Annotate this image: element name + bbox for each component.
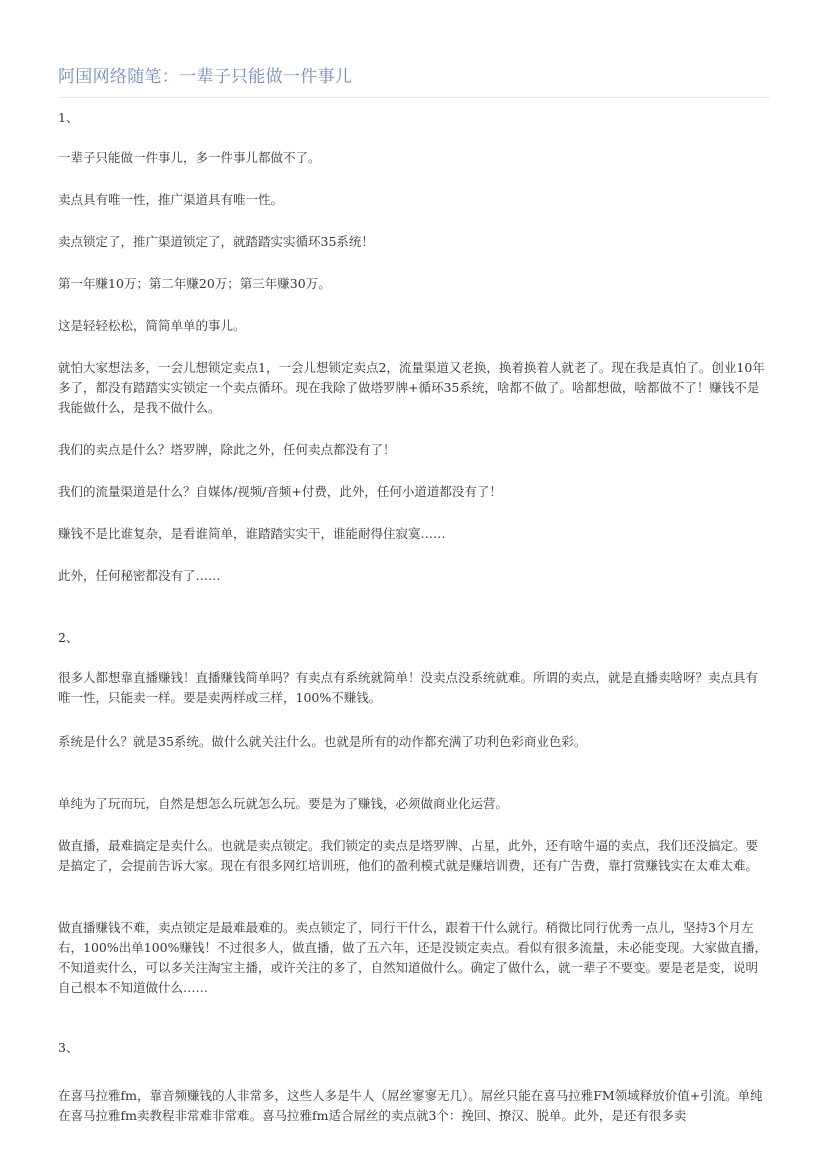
section-number: 2、 xyxy=(58,630,79,645)
article-title: 阿国网络随笔：一辈子只能做一件事儿 xyxy=(58,67,353,87)
paragraph: 我们的卖点是什么？塔罗牌，除此之外，任何卖点都没有了！ xyxy=(58,442,396,457)
paragraph: 就怕大家想法多，一会儿想锁定卖点1，一会儿想锁定卖点2，流量渠道又老换，换着换着人就老了。现在我是真怕了。创业10年多了，都没有踏踏实实锁定一个卖点循环。现在我除了做塔罗牌+循环35系统，啥都不做了。啥都想做，啥都做不了！赚钱不是我能做什么，是我不做什么。 xyxy=(58,360,765,415)
paragraph: 我们的流量渠道是什么？自媒体/视频/音频+付费，此外，任何小道道都没有了！ xyxy=(58,484,502,499)
document-page xyxy=(58,0,770,1123)
paragraph: 这是轻轻松松，简简单单的事儿。 xyxy=(58,318,246,333)
paragraph: 一辈子只能做一件事儿，多一件事儿都做不了。 xyxy=(58,150,321,165)
paragraph: 卖点具有唯一性，推广渠道具有唯一性。 xyxy=(58,192,284,207)
paragraph: 第一年赚10万；第二年赚20万；第三年赚30万。 xyxy=(58,276,331,291)
paragraph: 很多人都想靠直播赚钱！直播赚钱简单吗？有卖点有系统就简单！没卖点没系统就难。所谓的卖点，就是直播卖啥呀？卖点具有唯一性，只能卖一样。要是卖两样或三样，100%不赚钱。 xyxy=(58,670,759,705)
paragraph: 做直播，最难搞定是卖什么。也就是卖点锁定。我们锁定的卖点是塔罗牌、占星，此外，还有啥牛逼的卖点，我们还没搞定。要是搞定了，会提前告诉大家。现在有很多网红培训班，他们的盈利模式就是赚培训费，还有广告费，靠打赏赚钱实在太难太难。 xyxy=(58,838,759,873)
section-number: 1、 xyxy=(58,110,79,125)
paragraph: 做直播赚钱不难，卖点锁定是最难最难的。卖点锁定了，同行干什么，跟着干什么就行。稍微比同行优秀一点儿，坚持3个月左右，100%出单100%赚钱！不过很多人，做直播，做了五六年，还是没锁定卖点。看似有很多流量，未必能变现。大家做直播，不知道卖什么，可以多关注淘宝主播，或许关注的多了，自然知道做什么。确定了做什么，就一辈子不要变。要是老是变，说明自己根本不知道做什么…… xyxy=(58,920,767,995)
paragraph: 此外，任何秘密都没有了…… xyxy=(58,568,221,583)
paragraph: 在喜马拉雅fm，靠音频赚钱的人非常多，这些人多是牛人（屌丝寥寥无几）。屌丝只能在喜马拉雅FM领域释放价值+引流。单纯在喜马拉雅fm卖教程非常难非常难。喜马拉雅fm适合屌丝的卖点就3个：挽回、撩汉、脱单。此外，是还有很多卖 xyxy=(58,1088,763,1123)
paragraph: 赚钱不是比谁复杂，是看谁简单，谁踏踏实实干，谁能耐得住寂寞…… xyxy=(58,526,446,541)
title-divider xyxy=(58,97,770,98)
section-number: 3、 xyxy=(58,1040,79,1055)
paragraph: 系统是什么？就是35系统。做什么就关注什么。也就是所有的动作都充满了功利色彩商业色彩。 xyxy=(58,734,587,749)
paragraph: 单纯为了玩而玩，自然是想怎么玩就怎么玩。要是为了赚钱，必须做商业化运营。 xyxy=(58,796,509,811)
paragraph: 卖点锁定了，推广渠道锁定了，就踏踏实实循环35系统！ xyxy=(58,234,374,249)
